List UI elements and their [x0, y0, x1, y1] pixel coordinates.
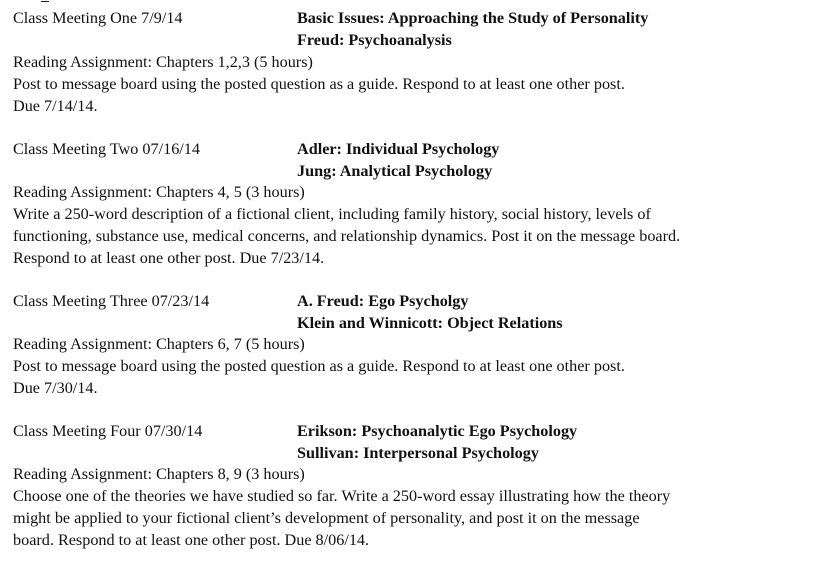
- assignment-line: Due 7/14/14.: [13, 97, 98, 115]
- assignment-line: Post to message board using the posted question as a guide. Respond to at least one other post.: [13, 357, 625, 375]
- meeting-header: Class Meeting One 7/9/14: [13, 9, 183, 27]
- assignment-line: functioning, substance use, medical concerns, and relationship dynamics. Post it on the message board.: [13, 227, 681, 245]
- reading-assignment: Reading Assignment: Chapters 4, 5 (3 hours): [13, 183, 305, 201]
- meeting-topic: Klein and Winnicott: Object Relations: [297, 314, 563, 332]
- meeting-topic: Erikson: Psychoanalytic Ego Psychology: [297, 422, 578, 440]
- assignment-line: Choose one of the theories we have studied so far. Write a 250-word essay illustrating how the theory: [13, 487, 671, 505]
- assignment-line: Due 7/30/14.: [13, 379, 98, 397]
- meeting-header: Class Meeting Two 07/16/14: [13, 140, 200, 158]
- assignment-line: might be applied to your fictional client’s development of personality, and post it on the message: [13, 509, 640, 527]
- assignment-line: Respond to at least one other post. Due 7/23/14.: [13, 249, 325, 267]
- meeting-topic: Jung: Analytical Psychology: [297, 162, 493, 180]
- reading-assignment: Reading Assignment: Chapters 6, 7 (5 hours): [13, 335, 305, 353]
- meeting-header: Class Meeting Four 07/30/14: [13, 422, 203, 440]
- meeting-topic: Basic Issues: Approaching the Study of Personality: [297, 9, 649, 27]
- meeting-topic: Adler: Individual Psychology: [297, 140, 500, 158]
- meeting-topic: Sullivan: Interpersonal Psychology: [297, 444, 539, 462]
- meeting-topic: Freud: Psychoanalysis: [297, 31, 452, 49]
- reading-assignment: Reading Assignment: Chapters 1,2,3 (5 hours): [13, 53, 313, 71]
- meeting-topic: A. Freud: Ego Psycholgy: [297, 292, 469, 310]
- reading-assignment: Reading Assignment: Chapters 8, 9 (3 hours): [13, 465, 305, 483]
- meeting-header: Class Meeting Three 07/23/14: [13, 292, 210, 310]
- assignment-line: board. Respond to at least one other post. Due 8/06/14.: [13, 531, 370, 549]
- assignment-line: Write a 250-word description of a fictional client, including family history, social history, levels of: [13, 205, 651, 223]
- assignment-line: Post to message board using the posted question as a guide. Respond to at least one other post.: [13, 75, 625, 93]
- clipped-character-fragment: [41, 0, 49, 2]
